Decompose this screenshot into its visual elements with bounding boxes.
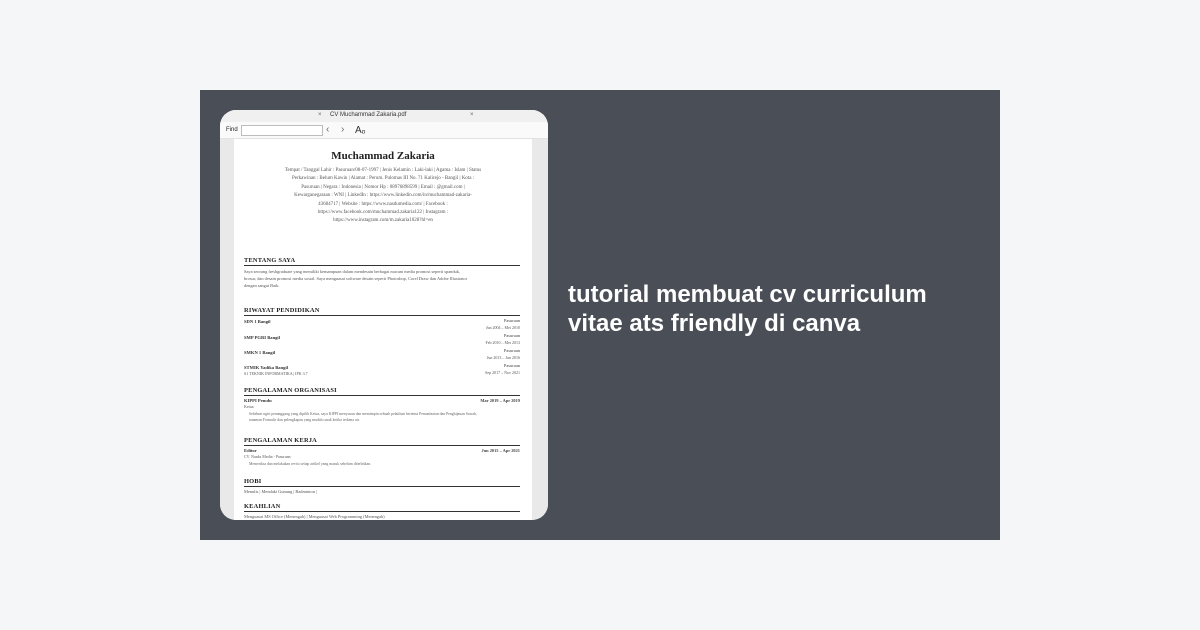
section-divider	[244, 395, 520, 396]
contact-line: Tempat / Tanggal Lahir : Pasuruan/08-07-1997 | Jenis Kelamin : Laki-laki | Agama : Islam | Status	[284, 168, 482, 173]
work-description	[249, 461, 517, 467]
section-title-work: PENGALAMAN KERJA	[244, 437, 317, 444]
cv-contact-block	[258, 167, 508, 226]
description-line: Sebelum ngiri penanggung yang dipilih Ketua, saya KIPPI menyusun dan memimpin sebuah pelatihan bertema Pemanfaatan dan Penghijauan Sawah,	[249, 412, 477, 416]
find-input[interactable]	[241, 125, 323, 136]
section-divider	[244, 315, 520, 316]
contact-line: Perkawinan : Belum Kawin | Alamat : Perum. Pulomas III No. 71 Kalirejo - Bangil | Kota :	[291, 176, 475, 182]
section-divider	[244, 511, 520, 512]
contact-line: 43684717 | Website : https://www.nasdumedia.com/ | Facebook :	[318, 201, 448, 207]
education-location: Pasuruan	[503, 363, 520, 368]
education-school: SMKN 1 Bangil	[244, 350, 276, 355]
education-period: Jun 2004 – Mei 2010	[486, 325, 520, 330]
education-location: Pasuruan	[503, 348, 520, 353]
organization-description	[249, 411, 517, 423]
education-period: Feb 2010 – Mei 2013	[485, 340, 520, 345]
contact-line: Pasuruan | Negara : Indonesia | Nomor Hp : 08976898599 | Email : @gmail.com |	[301, 184, 465, 190]
text-options-icon[interactable]: Aₒ	[355, 125, 366, 136]
skills-text: Menguasai MS Office (Menengah) | Menguasai Web Programming (Menengah)	[244, 514, 385, 519]
organization-role: Ketua	[244, 404, 254, 409]
find-toolbar	[220, 122, 548, 139]
education-school: SMP PGRI Bangil	[244, 335, 280, 340]
section-title-education: RIWAYAT PENDIDIKAN	[244, 307, 320, 314]
about-line: brosur, dan desain promosi media sosial. Saya menguasai software desain seperti Photoshop, Corel Draw dan Adobe Illustrator	[244, 276, 468, 281]
pdf-tab-bar	[220, 110, 548, 122]
contact-line: Kewarganegaraan : WNI | LinkedIn : https://www.linkedin.com/in/muchammad-zakaria-	[294, 193, 472, 199]
section-title-hobby: HOBI	[244, 478, 262, 485]
education-location: Pasuruan	[503, 333, 520, 338]
organization-name: KIPPI Pemdu	[244, 398, 272, 403]
find-next-icon[interactable]: ›	[341, 124, 345, 135]
description-line: Memeriksa dan melakukan revisi setiap artikel yang masuk sebelum diterbitkan.	[249, 462, 372, 466]
cv-screenshot-thumbnail	[220, 110, 548, 520]
education-location: Pasuruan	[503, 318, 520, 323]
contact-line: https://www.facebook.com/muchammad.zakaria122 | Instagram :	[317, 210, 449, 216]
cv-name: Muchammad Zakaria	[331, 150, 435, 162]
work-company: CV. Nasdu Media - Pasuruan	[244, 454, 291, 459]
about-line: dengan sangat Baik.	[244, 283, 280, 288]
pdf-tab-title[interactable]: CV Muchammad Zakaria.pdf	[330, 112, 407, 118]
previous-tab-close-icon[interactable]: ×	[318, 112, 322, 118]
section-title-skills: KEAHLIAN	[244, 503, 281, 510]
section-divider	[244, 265, 520, 266]
about-paragraph	[244, 268, 520, 289]
education-period: Sep 2017 – Nov 2021	[485, 370, 520, 375]
headline-line: tutorial membuat cv curriculum	[568, 281, 927, 308]
education-period: Jun 2013 – Jun 2016	[486, 355, 520, 360]
tab-close-icon[interactable]: ×	[470, 112, 474, 118]
hobby-text: Menulis | Mendaki Gunung | Badminton |	[244, 489, 317, 494]
section-divider	[244, 486, 520, 487]
organization-period: Mar 2019 – Apr 2019	[480, 398, 520, 403]
find-previous-icon[interactable]: ‹	[326, 124, 330, 135]
find-label: Find	[226, 127, 238, 133]
section-title-about: TENTANG SAYA	[244, 257, 296, 264]
cv-page	[234, 139, 532, 520]
section-title-organization: PENGALAMAN ORGANISASI	[244, 387, 337, 394]
education-school: STMIK Yadika Bangil	[244, 365, 288, 370]
contact-line: https://www.instagram.com/m.zakaria1028?hl=en	[333, 218, 433, 224]
work-title: Editor	[244, 448, 257, 453]
headline-line: vitae ats friendly di canva	[568, 310, 861, 337]
article-banner	[200, 90, 1000, 540]
education-school: SDN 1 Bangil	[244, 319, 271, 324]
section-divider	[244, 445, 520, 446]
work-period: Jun 2015 – Apr 2021	[481, 448, 520, 453]
description-line: tanaman Formulir dan pelengkapan yang mudah rusak ketika terkena air.	[249, 418, 360, 422]
about-line: Saya seorang freshgraduate yang memiliki kemampuan dalam mendesain berbagai macam media promosi seperti spanduk,	[244, 269, 461, 274]
pdf-viewport[interactable]	[220, 139, 548, 520]
education-degree: S1 TEKNIK INFORMATIKA | IPK 3.7	[244, 371, 308, 376]
article-headline[interactable]	[568, 280, 968, 338]
